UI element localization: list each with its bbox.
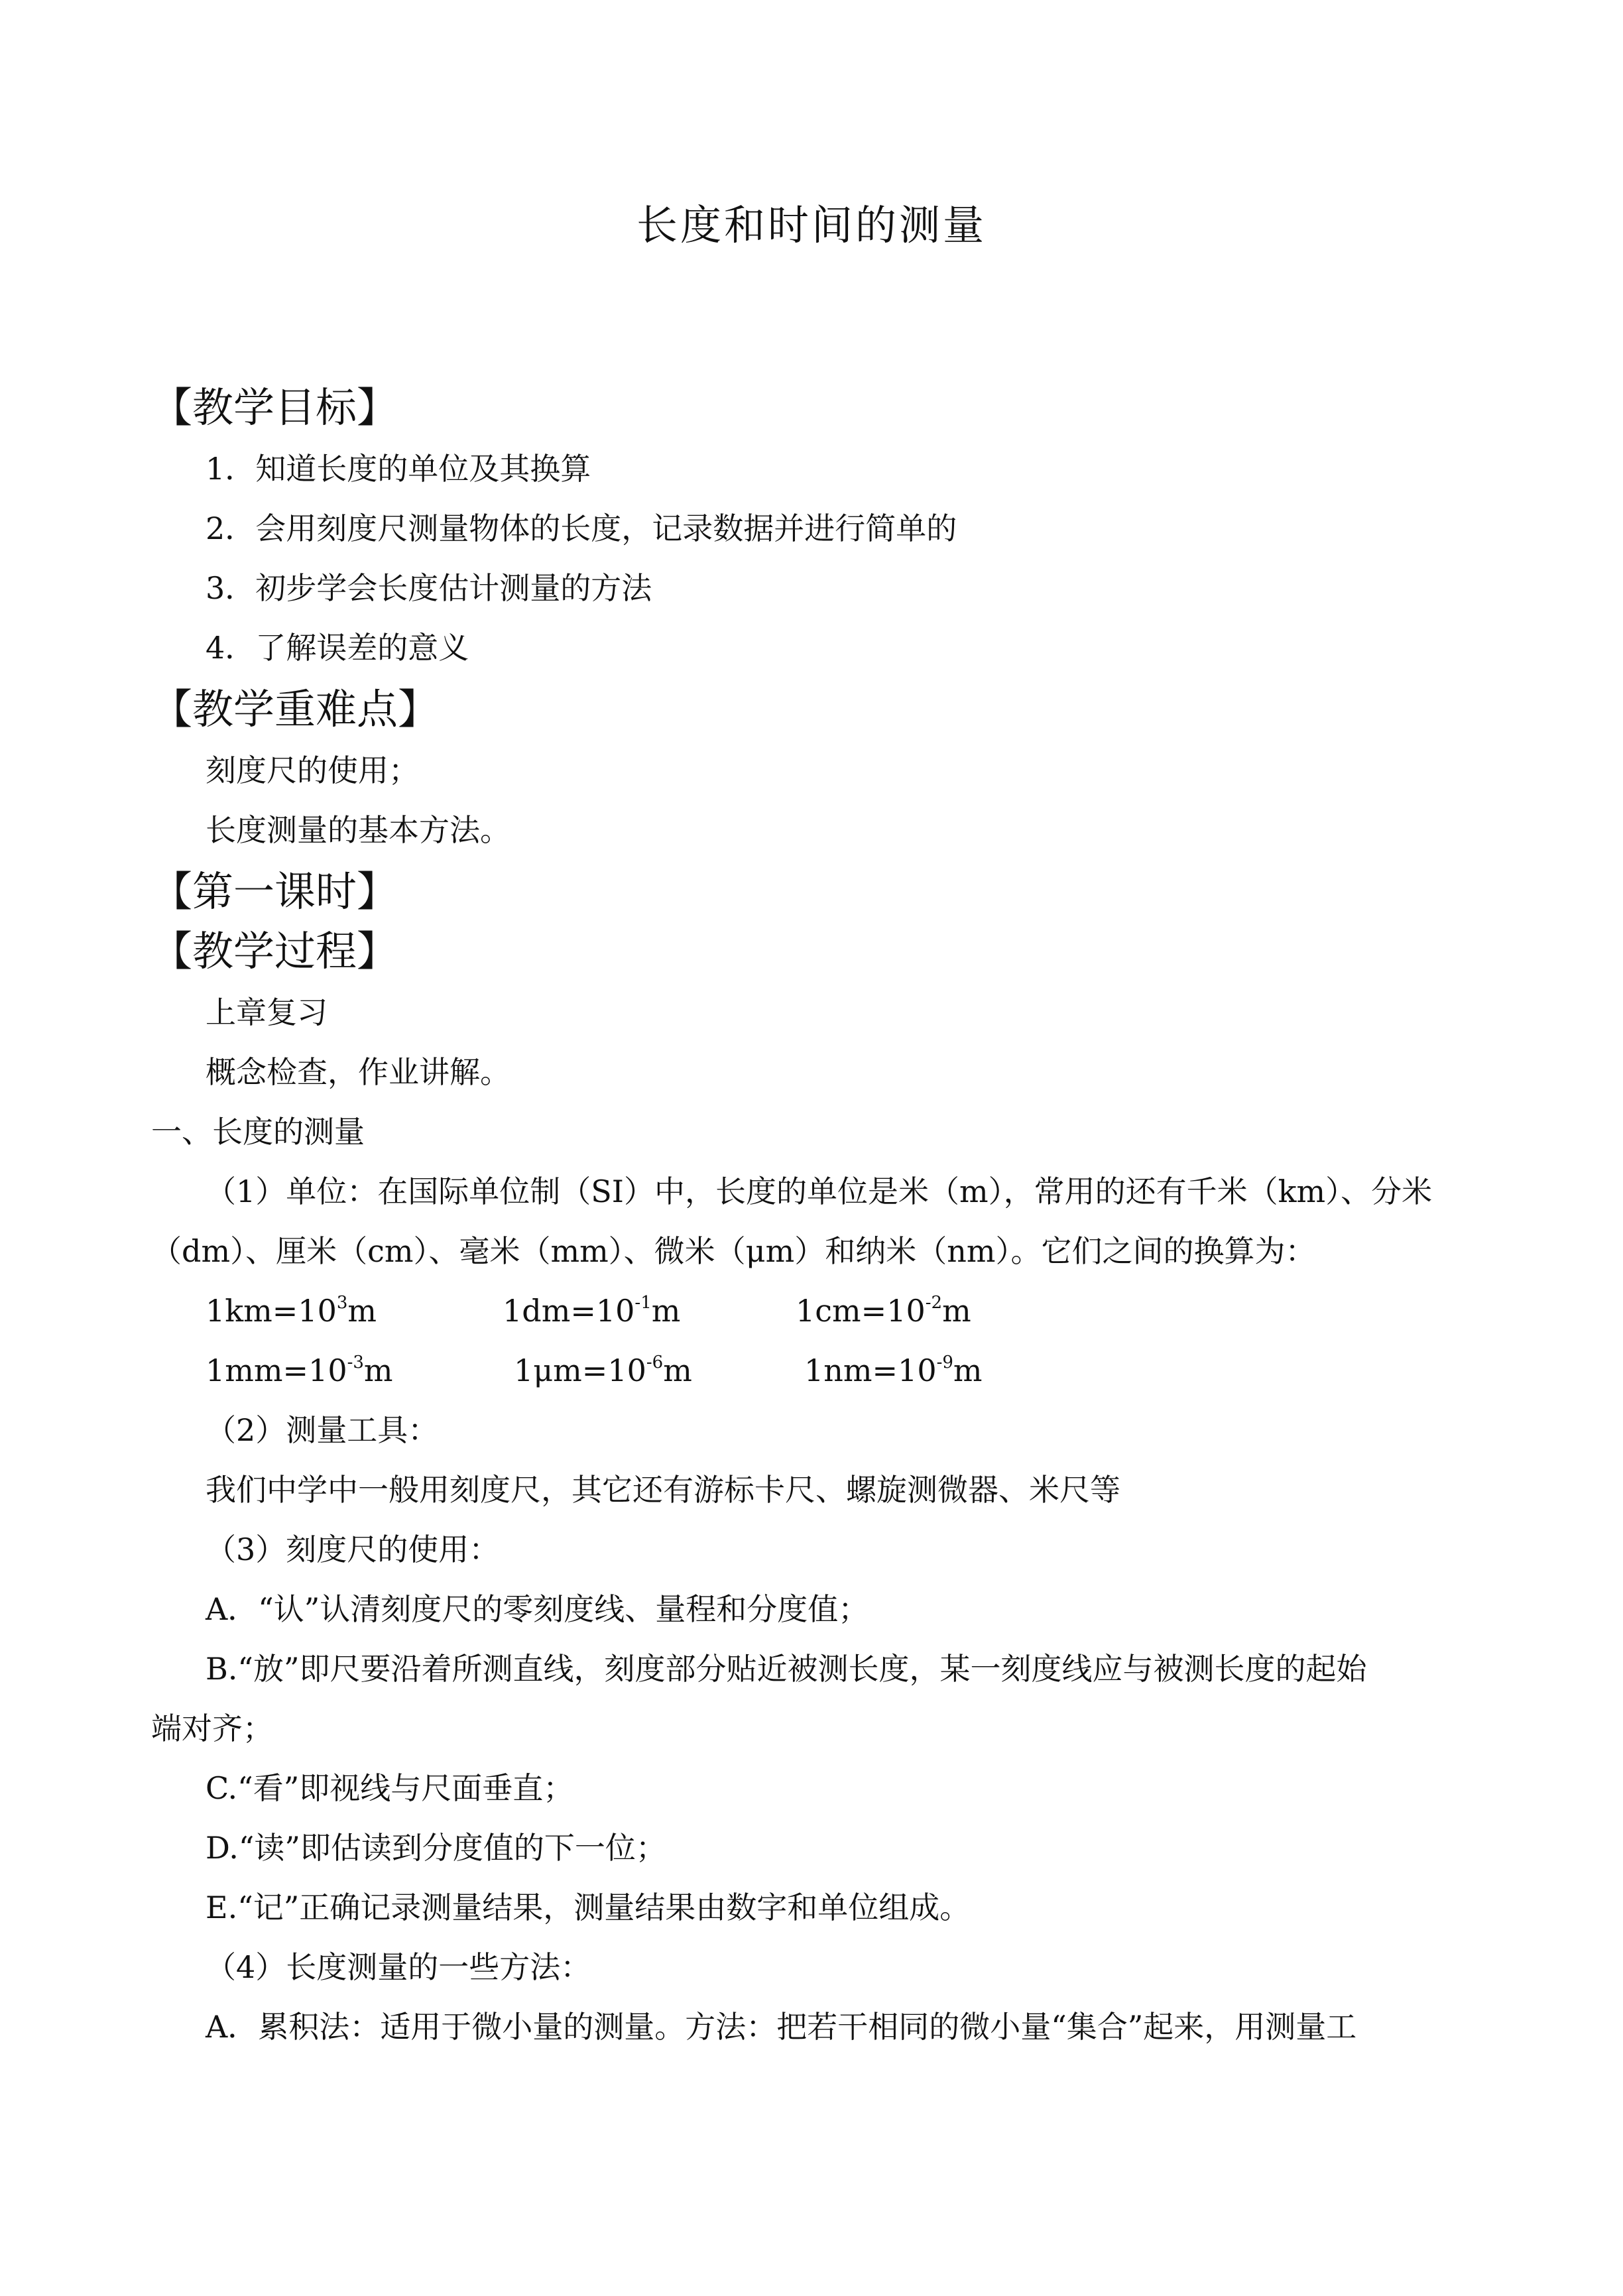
ruler-step: B.“放”即尺要沿着所测直线，刻度部分贴近被测长度，某一刻度线应与被测长度的起始: [206, 1651, 1367, 1687]
conversion-dm: $1dm=10^{-1}m$: [503, 1293, 681, 1329]
key-points-heading: 【教学重难点】: [151, 685, 440, 733]
conversion-km: $1km=10^3m$: [206, 1293, 377, 1329]
key-point-item: 刻度尺的使用；: [206, 753, 419, 788]
key-point-item: 长度测量的基本方法。: [206, 812, 511, 848]
lesson-heading: 【第一课时】: [151, 867, 398, 916]
ruler-step: D.“读”即估读到分度值的下一位；: [206, 1830, 666, 1866]
objective-item: 1．知道长度的单位及其换算: [206, 451, 591, 487]
review-item: 上章复习: [206, 995, 328, 1030]
methods-heading: （4）长度测量的一些方法：: [206, 1949, 591, 1985]
methods-text: A．累积法：适用于微小量的测量。方法：把若干相同的微小量“集合”起来，用测量工: [206, 2009, 1357, 2045]
objective-item: 4．了解误差的意义: [206, 630, 469, 666]
review-item: 概念检查，作业讲解。: [206, 1054, 511, 1090]
objectives-heading: 【教学目标】: [151, 383, 398, 432]
document-title: 长度和时间的测量: [636, 201, 987, 249]
unit-paragraph-line: （1）单位：在国际单位制（SI）中，长度的单位是米（m），常用的还有千米（km）、分米: [206, 1174, 1433, 1209]
conversion-nm: $1nm=10^{-9}m$: [804, 1353, 983, 1388]
ruler-step-continued: 端对齐；: [151, 1711, 273, 1746]
objective-item: 3．初步学会长度估计测量的方法: [206, 570, 652, 606]
conversion-mm: $1mm=10^{-3}m$: [206, 1353, 393, 1388]
process-heading: 【教学过程】: [151, 927, 398, 975]
conversion-um: $1\mu m=10^{-6}m$: [514, 1353, 692, 1388]
part1-heading: 一、长度的测量: [151, 1114, 365, 1150]
ruler-step: A．“认”认清刻度尺的零刻度线、量程和分度值；: [206, 1591, 869, 1627]
ruler-step: C.“看”即视线与尺面垂直；: [206, 1770, 574, 1806]
ruler-heading: （3）刻度尺的使用：: [206, 1532, 500, 1567]
unit-paragraph-line: （dm）、厘米（cm）、毫米（mm）、微米（μm）和纳米（nm）。它们之间的换算为：: [151, 1233, 1316, 1269]
conversion-cm: $1cm=10^{-2}m$: [796, 1293, 971, 1329]
objective-item: 2．会用刻度尺测量物体的长度，记录数据并进行简单的: [206, 511, 957, 546]
ruler-step: E.“记”正确记录测量结果，测量结果由数字和单位组成。: [206, 1890, 971, 1925]
tools-heading: （2）测量工具：: [206, 1412, 439, 1448]
tools-text: 我们中学中一般用刻度尺，其它还有游标卡尺、螺旋测微器、米尺等: [206, 1472, 1120, 1508]
